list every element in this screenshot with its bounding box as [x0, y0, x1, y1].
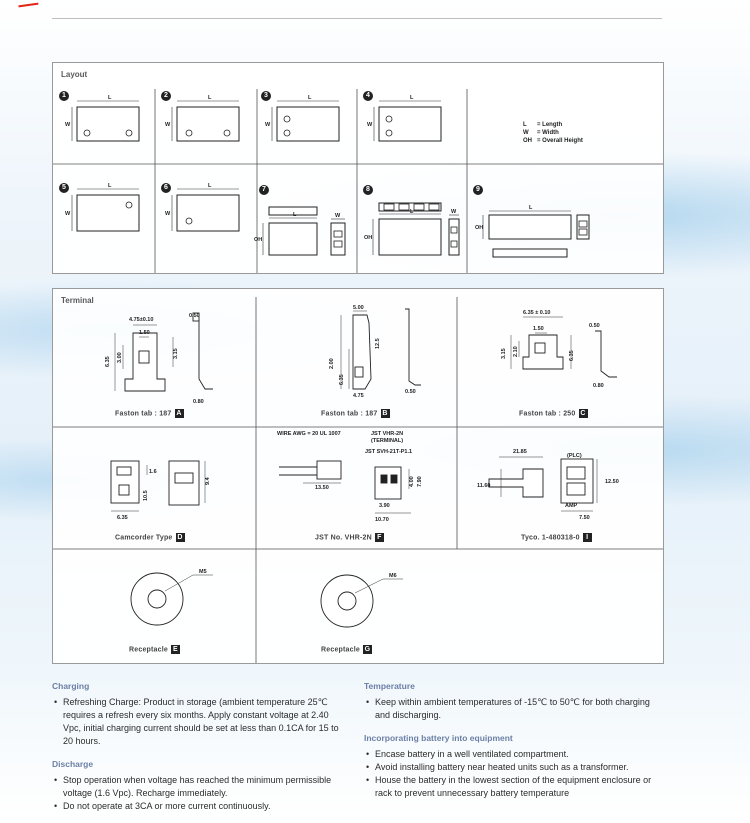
dim-oh-8: OH	[364, 235, 373, 241]
dim-i-plc: (PLC)	[567, 453, 582, 459]
legend-desc-oh: Overall Height	[542, 138, 583, 144]
dim-l-2: L	[208, 95, 212, 101]
discharge-item: • Do not operate at 3CA or more current continuously.	[52, 800, 348, 813]
discharge-list	[52, 774, 348, 813]
caption-terminal-a	[115, 409, 184, 418]
terminal-title: Terminal	[61, 296, 94, 305]
dim-a-len: 6.35	[105, 356, 111, 367]
discharge-heading: Discharge	[52, 759, 94, 769]
legend-desc-l: Length	[542, 122, 563, 128]
dim-c-h2: 2.10	[513, 346, 519, 357]
dim-f-wire: WIRE AWG = 20 UL 1007	[277, 431, 341, 437]
caption-e-code: E	[171, 645, 180, 654]
temperature-item: • Keep within ambient temperatures of -15℃ to 50℃ for both charging and discharging.	[364, 696, 664, 722]
dim-i-h2: 12.50	[605, 479, 619, 485]
legend-desc-w: Width	[542, 130, 559, 136]
legend-key-oh: OH	[523, 138, 532, 144]
caption-c-text: Faston tab : 250	[519, 410, 576, 418]
dim-a-width: 4.75±0.10	[129, 317, 154, 323]
dim-d-c: 10.5	[143, 490, 149, 501]
terminal-diagram	[53, 289, 663, 663]
terminal-i-drawing	[489, 459, 593, 503]
dim-a-h2: 3.15	[173, 348, 179, 359]
caption-terminal-i	[521, 533, 592, 542]
header-rule	[52, 18, 662, 19]
terminal-d-drawing	[111, 461, 199, 505]
temperature-heading: Temperature	[364, 681, 415, 691]
terminal-receptacle-drawings	[131, 573, 373, 627]
discharge-item: • Stop operation when voltage has reached the minimum permissible voltage (1.6 Vpc). Recharge immediately.	[52, 774, 348, 800]
dim-b-thick: 0.50	[405, 389, 416, 395]
dim-b-h: 2.00	[329, 358, 335, 369]
dim-oh-7: OH	[254, 237, 263, 243]
layout-battery-shapes	[77, 107, 589, 257]
incorporating-item: • Encase battery in a well ventilated compartment.	[364, 748, 664, 761]
caption-b-code: B	[382, 410, 388, 417]
dim-a-h: 3.00	[117, 352, 123, 363]
legend-key-l: L	[523, 122, 527, 128]
caption-terminal-c	[519, 409, 588, 418]
dim-i-h: 11.60	[477, 483, 491, 489]
dim-oh-9: OH	[475, 225, 484, 231]
caption-a-code: A	[176, 410, 182, 417]
layout-num-6: 6	[161, 183, 171, 193]
terminal-panel	[52, 288, 664, 664]
dim-w-5: W	[65, 211, 71, 217]
layout-num-2: 2	[161, 91, 171, 101]
dim-w-8: W	[451, 209, 457, 215]
brand-swoosh-icon	[18, 0, 39, 7]
charging-list	[52, 696, 348, 748]
caption-a-text: Faston tab : 187	[115, 410, 172, 418]
dim-c-thick: 0.50	[589, 323, 600, 329]
dim-a-thick: 0.50	[189, 313, 200, 319]
charging-heading: Charging	[52, 681, 90, 691]
incorporating-item: • House the battery in the lowest section of the equipment enclosure or rack to prevent unnecessary battery temperature	[364, 774, 664, 800]
caption-d-code: D	[177, 534, 183, 541]
dim-f-total: 10.70	[375, 517, 389, 523]
caption-b-text: Faston tab : 187	[321, 410, 378, 418]
dim-l-1: L	[108, 95, 112, 101]
temperature-list	[364, 696, 664, 722]
dim-w-6: W	[165, 211, 171, 217]
dim-a-hole: 1.50	[139, 330, 150, 336]
dim-c-hole: 1.50	[533, 326, 544, 332]
caption-e-text: Receptacle	[129, 646, 168, 654]
dim-b-len: 12.5	[375, 338, 381, 349]
terminal-b-drawing	[353, 309, 421, 389]
dim-f-jst: JST VHR-2N	[371, 431, 404, 437]
caption-terminal-g	[321, 645, 372, 654]
dim-l-7: L	[293, 212, 297, 218]
dim-f-h: 4.00	[409, 476, 415, 487]
dim-l-3: L	[308, 95, 312, 101]
dim-b-w: 4.75	[353, 393, 364, 399]
caption-g-code: G	[364, 646, 371, 653]
dim-l-8: L	[410, 209, 414, 215]
terminal-f-drawing	[279, 461, 401, 499]
caption-terminal-e	[129, 645, 180, 654]
incorporating-heading: Incorporating battery into equipment	[364, 733, 513, 743]
dim-c-width: 6.35 ± 0.10	[523, 310, 551, 316]
caption-terminal-b	[321, 409, 390, 418]
dim-d-b: 9.4	[205, 477, 211, 485]
caption-i-text: Tyco. 1-480318-0	[521, 534, 580, 542]
dim-i-len: 21.85	[513, 449, 527, 455]
caption-terminal-d	[115, 533, 185, 542]
dim-l-6: L	[208, 183, 212, 189]
caption-g-text: Receptacle	[321, 646, 360, 654]
dim-c-h: 3.15	[501, 348, 507, 359]
dim-w-3: W	[265, 122, 271, 128]
dim-w-7: W	[335, 213, 341, 219]
dim-d-a: 1.6	[149, 469, 157, 475]
layout-num-8: 8	[363, 185, 373, 195]
dim-b-top: 5.00	[353, 305, 364, 311]
layout-panel	[52, 62, 664, 274]
dim-w-2: W	[165, 122, 171, 128]
dim-i-amp: AMP	[565, 503, 578, 509]
layout-num-7: 7	[259, 185, 269, 195]
caption-c-code: C	[580, 410, 586, 417]
dim-l-9: L	[529, 205, 533, 211]
dim-f-term: (TERMINAL)	[371, 438, 404, 444]
layout-num-9: 9	[473, 185, 483, 195]
layout-num-5: 5	[59, 183, 69, 193]
dim-g-thread: M6	[389, 573, 397, 579]
layout-num-1: 1	[59, 91, 69, 101]
dim-f-w: 3.90	[379, 503, 390, 509]
dim-b-h2: 6.35	[339, 374, 345, 385]
dim-l-5: L	[108, 183, 112, 189]
caption-terminal-f	[315, 533, 384, 542]
charging-item: • Refreshing Charge: Product in storage (ambient temperature 25℃ requires a refresh every six months. Apply constant voltage at 2.40 Vpc, initial charging current should be set at less than 0.1CA for 15 to 20 hours.	[52, 696, 348, 748]
layout-diagram	[53, 63, 663, 273]
terminal-a-drawing	[125, 313, 213, 391]
caption-i-code: I	[583, 533, 592, 542]
left-text-column	[52, 680, 348, 823]
dim-d-d: 6.35	[117, 515, 128, 521]
dim-e-thread: M5	[199, 569, 207, 575]
dim-c-len: 6.35	[569, 350, 575, 361]
dim-i-w: 7.50	[579, 515, 590, 521]
legend-key-w: W	[523, 130, 529, 136]
dim-f-len: 13.50	[315, 485, 329, 491]
incorporating-list	[364, 748, 664, 800]
layout-num-3: 3	[261, 91, 271, 101]
caption-f-code: F	[375, 533, 384, 542]
caption-d-text: Camcorder Type	[115, 534, 173, 542]
incorporating-item: • Avoid installing battery near heated units such as a transformer.	[364, 761, 664, 774]
layout-num-4: 4	[363, 91, 373, 101]
layout-legend: L = Length W = Width OH = Overall Height	[523, 122, 583, 144]
dim-f-svh: JST SVH-21T-P1.1	[365, 449, 413, 455]
dim-c-foot: 0.80	[593, 383, 604, 389]
dim-f-h2: 7.90	[417, 476, 423, 487]
right-text-column	[364, 680, 664, 810]
layout-title: Layout	[61, 70, 88, 79]
dim-a-foot: 0.80	[193, 399, 204, 405]
dim-l-4: L	[410, 95, 414, 101]
caption-f-text: JST No. VHR-2N	[315, 534, 372, 542]
dim-w-4: W	[367, 122, 373, 128]
dim-w-1: W	[65, 122, 71, 128]
